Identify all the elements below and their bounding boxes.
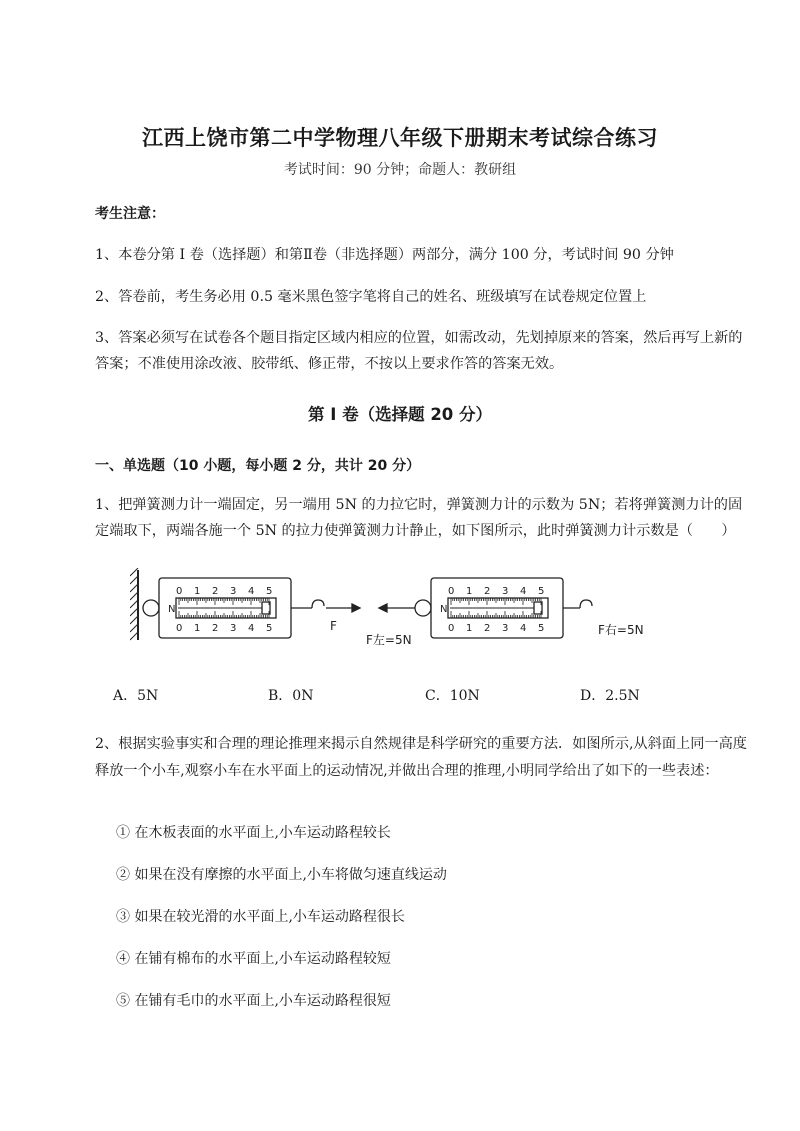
statement-5: ⑤ 在铺有毛巾的水平面上,小车运动路程很短 xyxy=(116,993,391,1009)
ring-icon xyxy=(143,600,159,616)
notice-item-1: 1、本卷分第 I 卷（选择题）和第Ⅱ卷（非选择题）两部分，满分 100 分，考试时间 90 分钟 xyxy=(95,247,674,263)
scale-num: 3 xyxy=(502,586,509,597)
option-b[interactable]: B．0N xyxy=(268,688,314,704)
scale-num: 2 xyxy=(484,623,491,634)
part-heading: 一、单选题（10 小题，每小题 2 分，共计 20 分） xyxy=(95,458,421,474)
scale-num: 0 xyxy=(448,623,455,634)
force-label-f: F xyxy=(330,619,337,633)
scale-num: 0 xyxy=(176,586,183,597)
statement-2: ② 如果在没有摩擦的水平面上,小车将做匀速直线运动 xyxy=(116,867,447,883)
scale-num: 2 xyxy=(484,586,491,597)
option-a[interactable]: A．5N xyxy=(113,688,159,704)
scale-num: 3 xyxy=(230,623,237,634)
force-label-right: F右=5N xyxy=(598,623,644,637)
scale-num: 2 xyxy=(212,623,219,634)
exam-title: 江西上饶市第二中学物理八年级下册期末考试综合练习 xyxy=(142,126,658,150)
exam-subtitle: 考试时间：90 分钟；命题人：教研组 xyxy=(283,162,517,178)
notice-item-3: 3、答案必须写在试卷各个题目指定区域内相应的位置，如需改动，先划掉原来的答案，然后再写上新的答案；不准使用涂改液、胶带纸、修正带，不按以上要求作答的答案无效。 xyxy=(95,330,743,372)
scale-num: 0 xyxy=(176,623,183,634)
scale-num: 4 xyxy=(520,586,527,597)
scale-num: 5 xyxy=(538,586,545,597)
scale-num: 5 xyxy=(266,623,273,634)
question-2-text: 2、根据实验事实和合理的理论推理来揭示自然规律是科学研究的重要方法．如图所示,从斜面上同一高度释放一个小车,观察小车在水平面上的运动情况,并做出合理的推理,小明同学给出了如下的一些表述： xyxy=(95,736,747,779)
scale-num: 3 xyxy=(502,623,509,634)
statement-1: ① 在木板表面的水平面上,小车运动路程较长 xyxy=(116,825,391,841)
scale-num: 1 xyxy=(466,623,473,634)
option-d[interactable]: D．2.5N xyxy=(580,688,640,704)
notice-item-2: 2、答卷前，考生务必用 0.5 毫米黑色签字笔将自己的姓名、班级填写在试卷规定位置上 xyxy=(95,289,647,305)
scale-num: 4 xyxy=(248,623,255,634)
scale-num: 5 xyxy=(538,623,545,634)
scale-num: 5 xyxy=(266,586,273,597)
unit-label-right: N xyxy=(440,604,448,615)
notice-heading: 考生注意： xyxy=(95,206,165,222)
statement-3: ③ 如果在较光滑的水平面上,小车运动路程很长 xyxy=(116,909,405,925)
scale-num: 4 xyxy=(248,586,255,597)
spring-scale-figure xyxy=(130,568,660,658)
force-label-left: F左=5N xyxy=(366,633,412,647)
section-title: 第 I 卷（选择题 20 分） xyxy=(307,405,493,424)
scale-num: 3 xyxy=(230,586,237,597)
scale-num: 4 xyxy=(520,623,527,634)
scale-num: 1 xyxy=(466,586,473,597)
unit-label-left: N xyxy=(168,604,176,615)
option-c[interactable]: C．10N xyxy=(425,688,480,704)
question-1-text: 1、把弹簧测力计一端固定，另一端用 5N 的力拉它时，弹簧测力计的示数为 5N；若将弹簧测力计的固定端取下，两端各施一个 5N 的拉力使弹簧测力计静止，如下图所示，此时弹簧测力计示数是（ ） xyxy=(95,497,743,539)
scale-num: 1 xyxy=(194,586,201,597)
scale-num: 2 xyxy=(212,586,219,597)
scale-num: 1 xyxy=(194,623,201,634)
scale-num: 0 xyxy=(448,586,455,597)
statement-4: ④ 在铺有棉布的水平面上,小车运动路程较短 xyxy=(116,951,391,967)
